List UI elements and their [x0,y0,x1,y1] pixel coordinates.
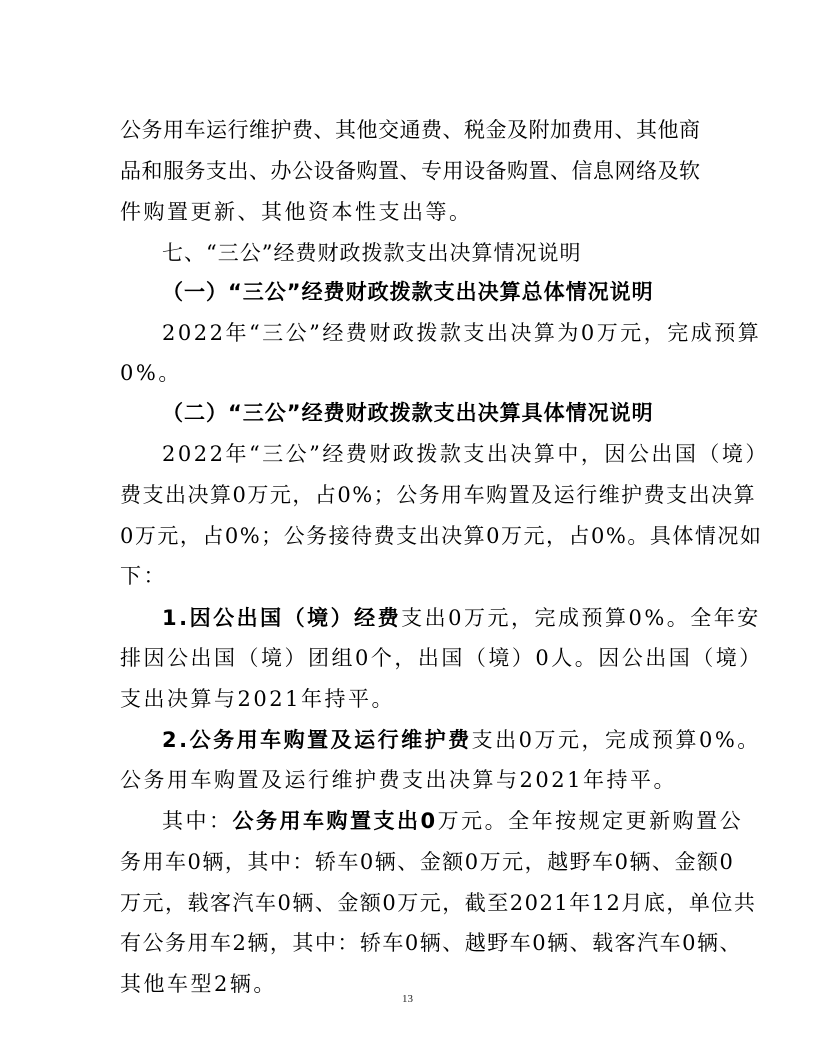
item-1-text: 支出0万元，完成预算0%。全年安 [401,606,761,630]
body-text-line: 品和服务支出、办公设备购置、专用设备购置、信息网络及软 [120,159,700,183]
body-text-line: 支出决算与2021年持平。 [120,687,395,711]
item-2-text: 支出0万元，完成预算0%。 [471,728,761,752]
body-text-line: 公务用车购置及运行维护费支出决算与2021年持平。 [120,768,677,792]
body-text-line: 其他车型2辆。 [120,972,277,996]
section-heading: 七、“三公”经费财政拨款支出决算情况说明 [162,241,582,265]
body-text-line: 排因公出国（境）团组0个，出国（境）0人。因公出国（境） [120,646,763,670]
body-text-line: 2022年“三公”经费财政拨款支出决算为0万元，完成预算 [162,321,762,345]
item-2-detail-line [162,801,744,841]
body-text-line: 务用车0辆，其中：轿车0辆、金额0万元，越野车0辆、金额0 [120,850,735,874]
body-text-line: 0万元，占0%；公务接待费支出决算0万元，占0%。具体情况如 [120,524,763,548]
body-text-line: 有公务用车2辆，其中：轿车0辆、越野车0辆、载客汽车0辆、 [120,931,742,955]
body-text-line: 公务用车运行维护费、其他交通费、税金及附加费用、其他商 [120,118,700,142]
body-text-line: 万元，载客汽车0辆、金额0万元，截至2021年12月底，单位共 [120,891,757,915]
body-text-line: 下： [120,564,167,588]
item-1-line [162,598,761,638]
body-text-line: 0%。 [120,361,182,385]
body-text-line: 2022年“三公”经费财政拨款支出决算中，因公出国（境） [162,442,769,466]
detail-bold: 公务用车购置支出0 [232,809,438,833]
subsection-heading: （二）“三公”经费财政拨款支出决算具体情况说明 [162,401,654,425]
subsection-heading: （一）“三公”经费财政拨款支出决算总体情况说明 [162,280,654,304]
item-2-title: 2.公务用车购置及运行维护费 [162,728,472,752]
item-1-title: 1.因公出国（境）经费 [162,606,402,630]
body-text-line: 费支出决算0万元，占0%；公务用车购置及运行维护费支出决算 [120,483,757,507]
page-number: 13 [402,993,413,1005]
body-text-line: 件购置更新、其他资本性支出等。 [120,200,473,224]
detail-text: 万元。全年按规定更新购置公 [437,809,744,833]
item-2-line [162,720,761,760]
detail-prefix: 其中： [162,809,233,833]
